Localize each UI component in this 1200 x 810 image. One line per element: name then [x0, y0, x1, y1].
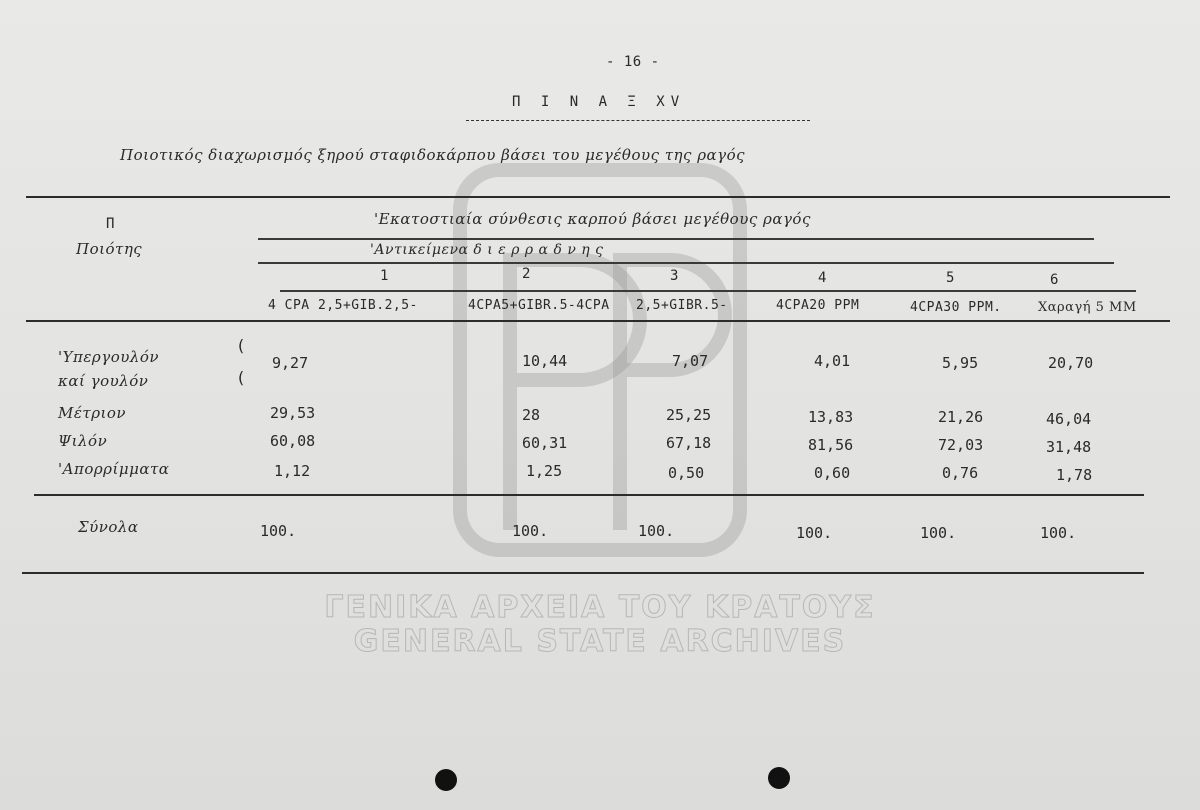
- cell-r2-c4: 13,83: [808, 408, 854, 426]
- top-rule: [26, 196, 1170, 198]
- cell-r2-c3: 25,25: [666, 406, 712, 424]
- total-c1: 100.: [260, 522, 297, 540]
- brace-open-2: (: [236, 368, 247, 387]
- cell-r4-c5: 0,76: [942, 464, 979, 482]
- col-6-spec: Χαραγή 5 MM: [1038, 300, 1137, 315]
- table-subtitle: Ποιοτικός διαχωρισμός ξηρού σταφιδοκάρπου βάσει του μεγέθους της ραγός: [120, 146, 746, 164]
- cell-r1-c4: 4,01: [814, 352, 851, 370]
- cell-r3-c6: 31,48: [1046, 438, 1092, 456]
- col-1-spec: 4 CPA 2,5+GIB.2,5-: [268, 298, 418, 313]
- col-4-spec: 4CPA20 PPM: [776, 298, 860, 313]
- cell-r4-c4: 0,60: [814, 464, 851, 482]
- cell-r3-c3: 67,18: [666, 434, 712, 452]
- cell-r3-c1: 60,08: [270, 432, 316, 450]
- totals-top-rule: [34, 494, 1144, 496]
- col-1-number: 1: [380, 268, 389, 284]
- cell-r2-c5: 21,26: [938, 408, 984, 426]
- brace-open-1: (: [236, 336, 247, 355]
- header-bottom-rule: [26, 320, 1170, 322]
- col-3-spec: 2,5+GIBR.5-: [636, 298, 728, 313]
- cell-r1-c2: 10,44: [522, 352, 568, 370]
- header-group-title: 'Εκατοστιαία σύνθεσις καρπού βάσει μεγέθους ραγός: [374, 210, 811, 228]
- cell-r1-c5: 5,95: [942, 354, 979, 372]
- cell-r3-c2: 60,31: [522, 434, 568, 452]
- row-label-psilon: Ψιλόν: [58, 432, 108, 450]
- row-label-goulon: καί γουλόν: [58, 372, 149, 390]
- punch-hole-right: [768, 767, 790, 789]
- total-c4: 100.: [796, 524, 833, 542]
- row-label-aporrimmata: 'Απορρίμματα: [58, 460, 170, 478]
- header-sub-title: 'Αντικείμενα δ ι ε ρ ρ α δ ν η ς: [370, 242, 604, 258]
- row-label-hypergoulon: 'Υπεργουλόν: [58, 348, 160, 366]
- punch-hole-left: [435, 769, 457, 791]
- total-c2: 100.: [512, 522, 549, 540]
- col-4-number: 4: [818, 270, 827, 286]
- cell-r4-c6: 1,78: [1056, 466, 1093, 484]
- watermark-greek: ΓΕΝΙΚΑ ΑΡΧΕΙΑ ΤΟΥ ΚΡΑΤΟΥΣ: [324, 590, 876, 625]
- col-2-number: 2: [522, 266, 531, 282]
- bottom-rule: [22, 572, 1144, 574]
- cell-r2-c2: 28: [522, 406, 541, 424]
- cell-r1-c1: 9,27: [272, 354, 309, 372]
- col-6-number: 6: [1050, 272, 1059, 288]
- page-number: - 16 -: [606, 54, 660, 70]
- cell-r3-c5: 72,03: [938, 436, 984, 454]
- table-title: Π Ι Ν Α Ξ XV: [512, 94, 686, 110]
- total-c6: 100.: [1040, 524, 1077, 542]
- header-rule-1: [258, 238, 1094, 240]
- total-c3: 100.: [638, 522, 675, 540]
- col-5-number: 5: [946, 270, 955, 286]
- cell-r1-c3: 7,07: [672, 352, 709, 370]
- header-row-label: Ποιότης: [76, 240, 143, 258]
- row-label-metrion: Μέτριον: [58, 404, 127, 422]
- watermark-english: GENERAL STATE ARCHIVES: [353, 624, 847, 659]
- header-rule-2: [258, 262, 1114, 264]
- cell-r1-c6: 20,70: [1048, 354, 1094, 372]
- cell-r3-c4: 81,56: [808, 436, 854, 454]
- cell-r4-c1: 1,12: [274, 462, 311, 480]
- col-2-spec: 4CPA5+GIBR.5-4CPA: [468, 298, 610, 313]
- cell-r4-c2: 1,25: [526, 462, 563, 480]
- header-row-label-top: Π: [106, 216, 115, 232]
- cell-r2-c1: 29,53: [270, 404, 316, 422]
- header-rule-3: [280, 290, 1136, 292]
- total-c5: 100.: [920, 524, 957, 542]
- totals-label: Σύνολα: [78, 518, 139, 536]
- title-underline: [466, 120, 810, 121]
- cell-r4-c3: 0,50: [668, 464, 705, 482]
- col-5-spec: 4CPA30 PPM.: [910, 300, 1002, 315]
- col-3-number: 3: [670, 268, 679, 284]
- cell-r2-c6: 46,04: [1046, 410, 1092, 428]
